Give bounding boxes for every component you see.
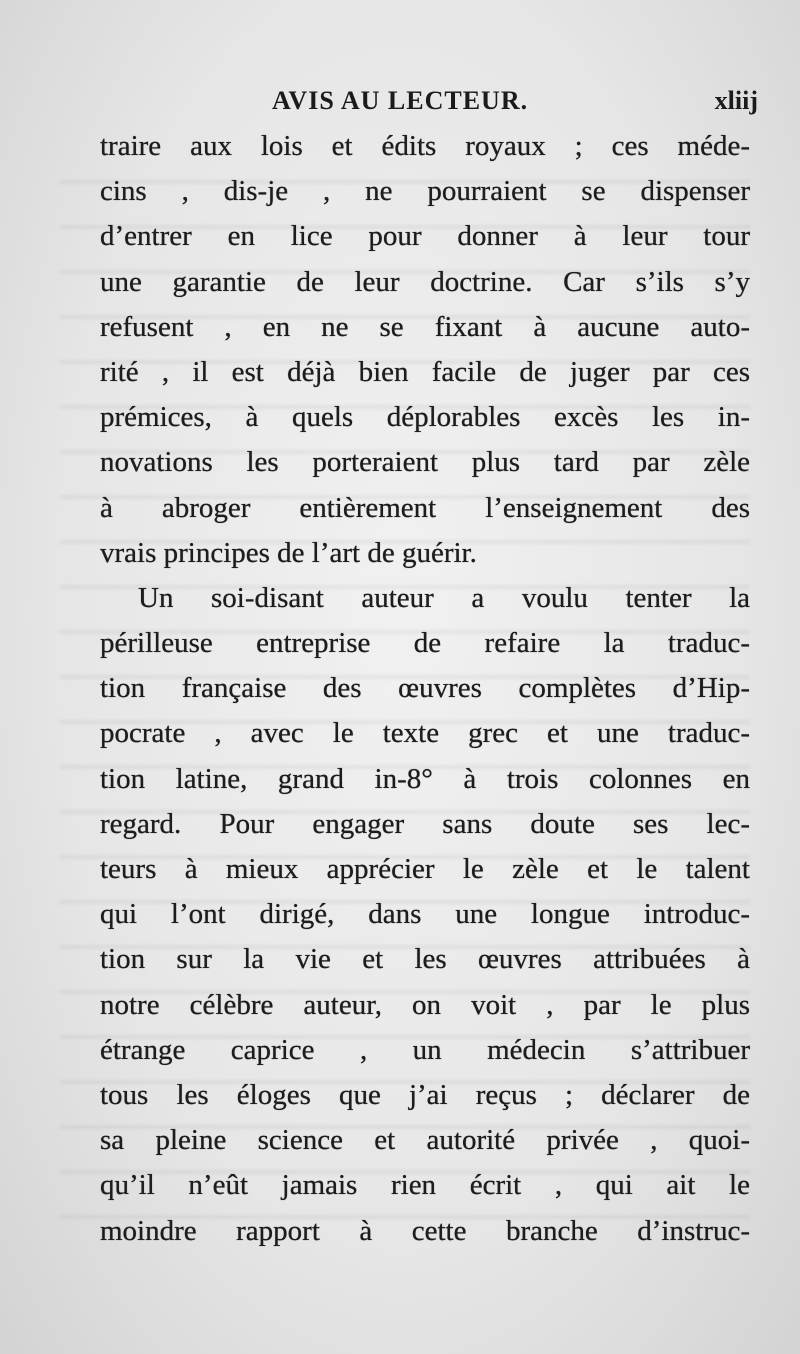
body-text (100, 124, 750, 1254)
text-line: prémices, à quels déplorables excès les in- (100, 401, 750, 434)
text-line: traire aux lois et édits royaux ; ces méde- (100, 130, 750, 162)
text-line: teurs à mieux apprécier le zèle et le talent (100, 853, 750, 885)
text-line: novations les porteraient plus tard par zèle (100, 446, 750, 479)
text-line: tous les éloges que j’ai reçus ; déclarer de (100, 1078, 750, 1111)
text-line: refusent , en ne se fixant à aucune auto- (100, 310, 750, 343)
text-line: rité , il est déjà bien facile de juger par ces (100, 355, 750, 388)
page-number: xliij (714, 86, 758, 115)
text-line: Un soi-disant auteur a voulu tenter la (138, 581, 750, 614)
text-line: cins , dis-je , ne pourraient se dispenser (100, 175, 750, 208)
page-header (0, 86, 800, 126)
text-line: qu’il n’eût jamais rien écrit , qui ait le (100, 1169, 750, 1202)
text-line: regard. Pour engager sans doute ses lec- (100, 807, 750, 840)
text-line: pocrate , avec le texte grec et une traduc- (100, 717, 750, 750)
text-line: tion française des œuvres complètes d’Hip- (100, 672, 750, 705)
text-line: vrais principes de l’art de guérir. (100, 536, 477, 569)
text-line: tion latine, grand in-8° à trois colonnes en (100, 762, 750, 795)
text-line: moindre rapport à cette branche d’instruc- (100, 1214, 750, 1247)
text-line: notre célèbre auteur, on voit , par le plus (100, 988, 750, 1021)
running-title: AVIS AU LECTEUR. (272, 86, 529, 115)
text-line: tion sur la vie et les œuvres attribuées à (100, 943, 750, 976)
text-line: qui l’ont dirigé, dans une longue introduc- (100, 898, 750, 931)
text-line: étrange caprice , un médecin s’attribuer (100, 1033, 750, 1066)
text-line: à abroger entièrement l’enseignement des (100, 491, 750, 524)
text-line: sa pleine science et autorité privée , quoi- (100, 1124, 750, 1157)
text-line: une garantie de leur doctrine. Car s’ils s’y (100, 265, 750, 298)
text-line: périlleuse entreprise de refaire la traduc- (100, 627, 750, 660)
text-line: d’entrer en lice pour donner à leur tour (100, 220, 750, 253)
